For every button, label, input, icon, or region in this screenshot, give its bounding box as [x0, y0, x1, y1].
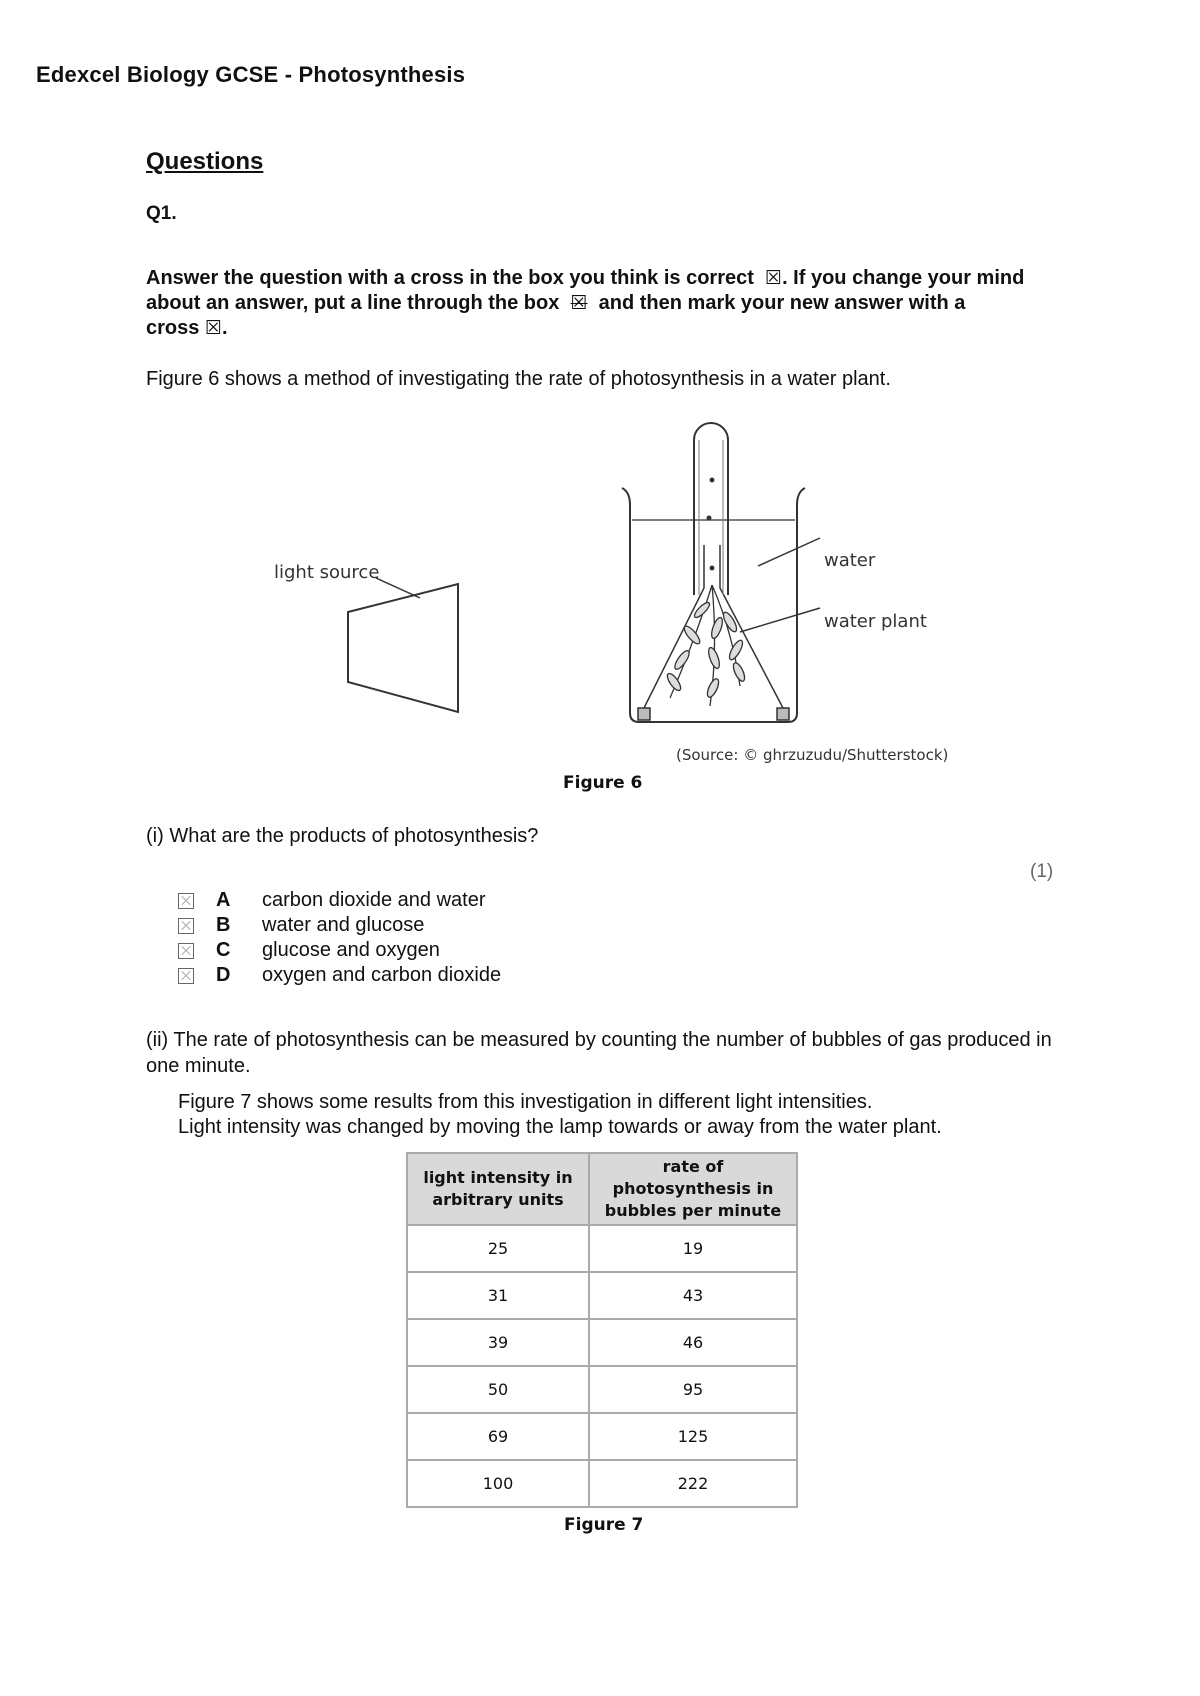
crossed-box-icon: ☒ [204, 318, 222, 339]
gas-bubble [707, 516, 712, 521]
instructions-text-1: Answer the question with a cross in the box you think is correct [146, 267, 754, 289]
answer-instructions [146, 266, 1046, 341]
document-header: Edexcel Biology GCSE - Photosynthesis [36, 62, 466, 87]
water-plant-label: water plant [824, 611, 927, 632]
table-row [407, 1225, 797, 1272]
option-c[interactable] [178, 938, 501, 963]
water-label: water [824, 550, 876, 571]
option-text: water and glucose [262, 914, 425, 936]
light-source-label: light source [274, 562, 380, 583]
marks-indicator: (1) [1030, 861, 1054, 882]
water-pointer [758, 538, 820, 566]
instructions-text-2: . If you change your mind about an answer, put a line through the box [146, 267, 1025, 314]
option-text: oxygen and carbon dioxide [262, 964, 502, 986]
figure-source-credit: (Source: © ghrzuzudu/Shutterstock) [676, 746, 949, 764]
answer-options [178, 888, 501, 988]
water-plant-pointer [740, 608, 820, 632]
figure7-description-line-2: Light intensity was changed by moving the lamp towards or away from the water plant. [178, 1116, 942, 1138]
option-text: carbon dioxide and water [262, 889, 486, 911]
gas-bubble [710, 478, 715, 483]
option-letter: C [216, 939, 231, 961]
question-part-ii: (ii) The rate of photosynthesis can be measured by counting the number of bubbles of gas produced in one minute. [146, 1029, 1052, 1077]
funnel-right-side [720, 588, 783, 708]
answer-checkbox[interactable] [178, 943, 194, 959]
table-row [407, 1272, 797, 1319]
rate-cell: 125 [589, 1413, 797, 1460]
section-title: Questions [146, 148, 264, 175]
lamp-shape [348, 584, 458, 712]
instructions-text-4: . [221, 317, 228, 339]
figure7-description-line-1: Figure 7 shows some results from this investigation in different light intensities. [178, 1091, 873, 1113]
instructions-text-3: and then mark your new answer with a cross [146, 292, 966, 339]
light-intensity-cell: 50 [407, 1366, 589, 1413]
table-row [407, 1460, 797, 1507]
figure7-caption: Figure 7 [564, 1515, 644, 1535]
rate-cell: 43 [589, 1272, 797, 1319]
rate-cell: 46 [589, 1319, 797, 1366]
crossed-box-icon: ☒ [765, 268, 783, 289]
figure7-description [178, 1090, 1078, 1140]
answer-checkbox[interactable] [178, 968, 194, 984]
support-block-right [777, 708, 789, 720]
option-a[interactable] [178, 888, 501, 913]
gas-bubble [710, 566, 715, 571]
table-row [407, 1413, 797, 1460]
column-header-light-intensity: light intensity in arbitrary units [407, 1153, 589, 1225]
results-table [406, 1152, 798, 1508]
option-letter: A [216, 889, 231, 911]
support-block-left [638, 708, 650, 720]
answer-checkbox[interactable] [178, 918, 194, 934]
light-intensity-cell: 31 [407, 1272, 589, 1319]
rate-cell: 222 [589, 1460, 797, 1507]
table-row [407, 1366, 797, 1413]
figure6-caption: Figure 6 [563, 773, 643, 793]
light-intensity-cell: 69 [407, 1413, 589, 1460]
rate-cell: 19 [589, 1225, 797, 1272]
option-text: glucose and oxygen [262, 939, 440, 961]
question-part-i: (i) What are the products of photosynthesis? [146, 825, 539, 847]
option-letter: B [216, 914, 231, 936]
table-header-row [407, 1153, 797, 1225]
light-intensity-cell: 25 [407, 1225, 589, 1272]
answer-checkbox[interactable] [178, 893, 194, 909]
water-plant [665, 585, 747, 706]
photosynthesis-apparatus-diagram [240, 410, 960, 770]
option-letter: D [216, 964, 231, 986]
struck-box-icon: ☒ [570, 293, 588, 314]
light-intensity-cell: 39 [407, 1319, 589, 1366]
figure6-intro-text: Figure 6 shows a method of investigating the rate of photosynthesis in a water plant. [146, 368, 891, 390]
rate-cell: 95 [589, 1366, 797, 1413]
option-d[interactable] [178, 963, 501, 988]
column-header-rate: rate of photosynthesis in bubbles per minute [589, 1153, 797, 1225]
light-intensity-cell: 100 [407, 1460, 589, 1507]
light-source-pointer [376, 578, 420, 598]
table-row [407, 1319, 797, 1366]
option-b[interactable] [178, 913, 501, 938]
question-number: Q1. [146, 203, 177, 224]
